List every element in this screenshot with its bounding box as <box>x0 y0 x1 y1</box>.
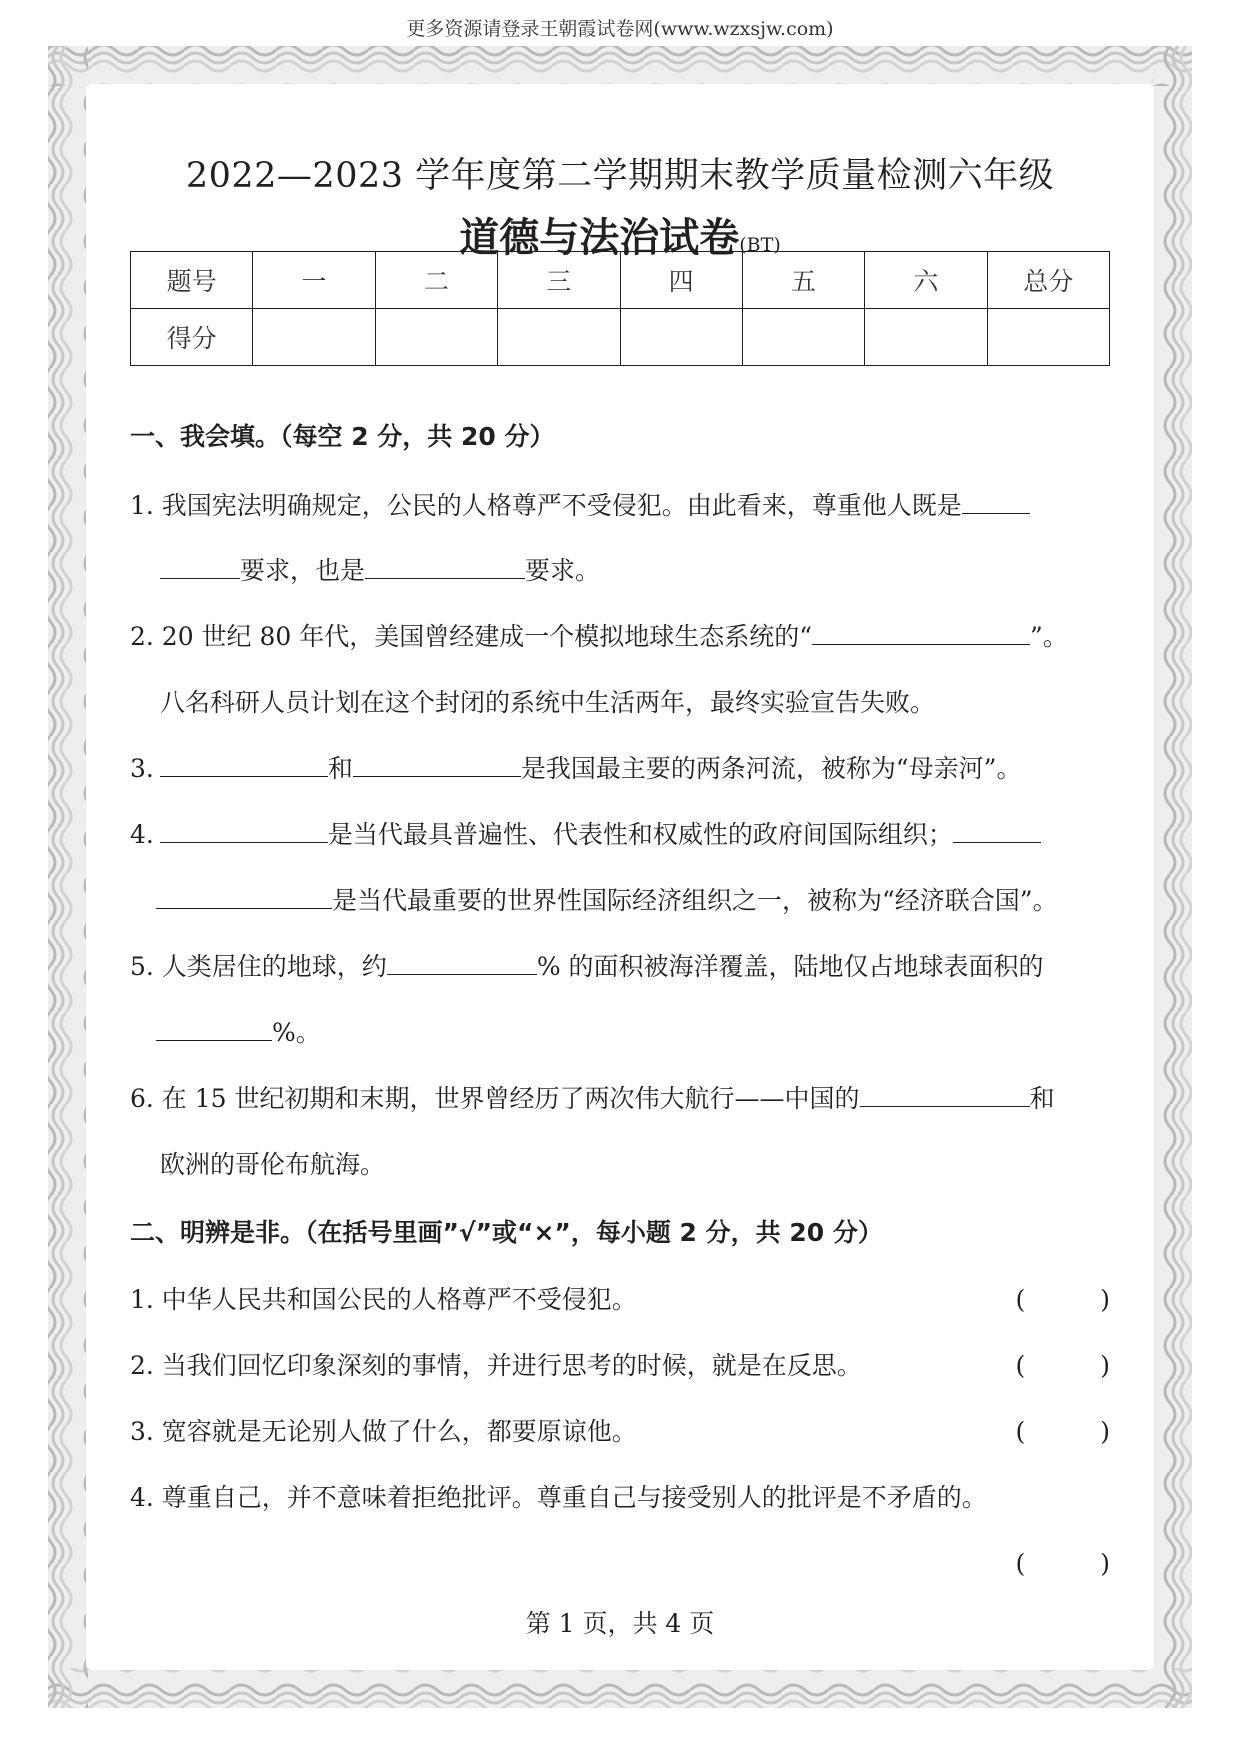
answer-blank[interactable] <box>353 754 521 777</box>
score-input-cell[interactable] <box>253 309 375 366</box>
answer-blank[interactable] <box>387 952 537 975</box>
answer-blank[interactable] <box>160 754 328 777</box>
q1-line2: 要求，也是 要求。 <box>160 551 600 587</box>
score-input-cell[interactable] <box>375 309 497 366</box>
answer-parentheses[interactable]: ( ) <box>1015 1549 1110 1578</box>
score-table-cell: 三 <box>498 252 620 309</box>
score-input-cell[interactable] <box>620 309 742 366</box>
score-table-cell: 一 <box>253 252 375 309</box>
score-table-cell: 二 <box>375 252 497 309</box>
q1-line1: 1. 我国宪法明确规定，公民的人格尊严不受侵犯。由此看来，尊重他人既是 <box>130 486 1030 522</box>
score-input-cell[interactable] <box>498 309 620 366</box>
q2-line1: 2. 20 世纪 80 年代，美国曾经建成一个模拟地球生态系统的“ ”。 <box>130 622 1068 651</box>
score-input-cell[interactable] <box>987 309 1109 366</box>
section1-heading: 一、我会填。（每空 2 分，共 20 分） <box>130 422 555 451</box>
q4-line2: 是当代最重要的世界性国际经济组织之一，被称为“经济联合国”。 <box>156 881 1058 917</box>
answer-blank[interactable] <box>812 622 1030 645</box>
score-table-score-row <box>131 309 1110 366</box>
answer-parentheses[interactable]: ( ) <box>1015 1351 1110 1380</box>
exam-title-line1: 2022—2023 学年度第二学期期末教学质量检测六年级 <box>185 156 1055 196</box>
section2-heading: 二、明辨是非。（在括号里画”√”或“×”，每小题 2 分，共 20 分） <box>130 1218 883 1247</box>
score-table-cell: 六 <box>865 252 987 309</box>
score-table-cell: 题号 <box>131 252 253 309</box>
tf-item-1: 1. 中华人民共和国公民的人格尊严不受侵犯。 <box>130 1285 637 1314</box>
answer-blank[interactable] <box>156 886 332 909</box>
answer-blank[interactable] <box>156 1018 272 1041</box>
q5-line1: 5. 人类居住的地球，约 % 的面积被海洋覆盖，陆地仅占地球表面积的 <box>130 952 1044 981</box>
answer-blank[interactable] <box>953 820 1041 843</box>
score-input-cell[interactable] <box>865 309 987 366</box>
answer-parentheses[interactable]: ( ) <box>1015 1417 1110 1446</box>
q6-line2: 欧洲的哥伦布航海。 <box>160 1150 386 1179</box>
score-table <box>130 251 1110 366</box>
q6-line1: 6. 在 15 世纪初期和末期，世界曾经历了两次伟大航行——中国的 和 <box>130 1084 1055 1113</box>
score-table-cell: 五 <box>742 252 864 309</box>
answer-parentheses[interactable]: ( ) <box>1015 1285 1110 1314</box>
answer-blank[interactable] <box>962 491 1030 514</box>
score-table-cell: 总分 <box>987 252 1109 309</box>
answer-blank[interactable] <box>160 556 240 579</box>
answer-blank[interactable] <box>860 1084 1030 1107</box>
score-table-cell: 得分 <box>131 309 253 366</box>
q2-line2: 八名科研人员计划在这个封闭的系统中生活两年，最终实验宣告失败。 <box>160 688 936 717</box>
q3-line: 3. 和 是我国最主要的两条河流，被称为“母亲河”。 <box>130 754 1022 783</box>
tf-item-2: 2. 当我们回忆印象深刻的事情，并进行思考的时候，就是在反思。 <box>130 1351 862 1380</box>
q4-line1: 4. 是当代最具普遍性、代表性和权威性的政府间国际组织； <box>130 815 1041 851</box>
answer-blank[interactable] <box>160 820 328 843</box>
tf-item-4: 4. 尊重自己，并不意味着拒绝批评。尊重自己与接受别人的批评是不矛盾的。 <box>130 1483 987 1512</box>
exam-subject-title: 道德与法治试卷 <box>459 215 740 261</box>
score-input-cell[interactable] <box>742 309 864 366</box>
q5-line2: %。 <box>156 1013 321 1049</box>
score-table-header-row <box>131 252 1110 309</box>
tf-item-3: 3. 宽容就是无论别人做了什么，都要原谅他。 <box>130 1417 637 1446</box>
exam-version-tag: (BT) <box>739 234 781 256</box>
score-table-cell: 四 <box>620 252 742 309</box>
answer-blank[interactable] <box>365 556 525 579</box>
page-number: 第 1 页，共 4 页 <box>525 1609 715 1638</box>
watermark-text: 更多资源请登录王朝霞试卷网(www.wzxsjw.com) <box>406 18 834 40</box>
